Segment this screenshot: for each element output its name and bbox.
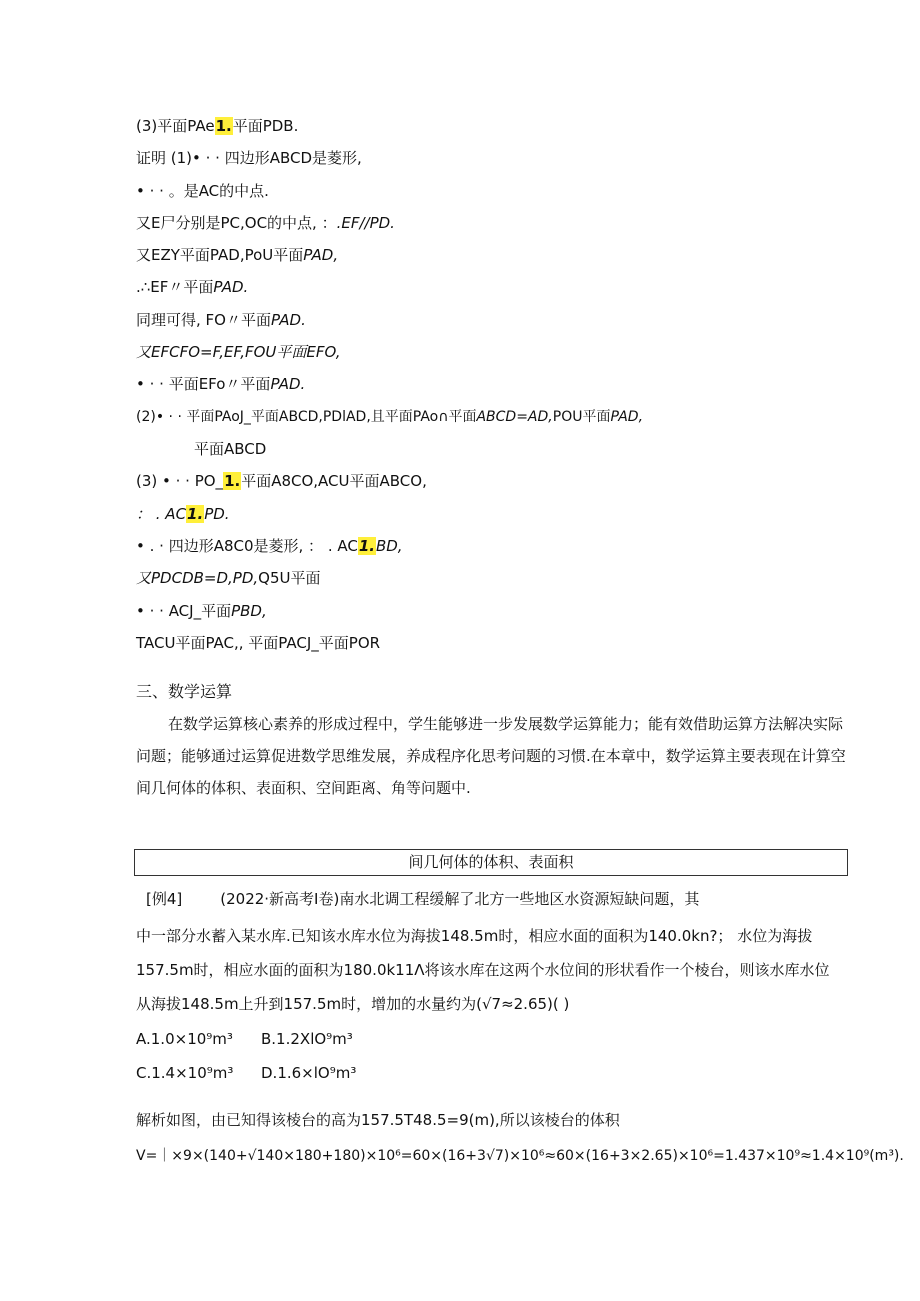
highlight-mark: 1. xyxy=(358,537,375,555)
text: PAD. xyxy=(213,278,249,296)
options-row-1 xyxy=(136,1029,353,1049)
proof-line-9 xyxy=(136,374,305,394)
proof-line-5 xyxy=(136,245,338,265)
text: PAD, xyxy=(610,409,644,425)
section-heading: 三、数学运算 xyxy=(136,682,233,701)
proof-line-13 xyxy=(136,504,230,524)
text: BD, xyxy=(375,537,403,555)
proof-line-12 xyxy=(136,471,427,491)
proof-line-7 xyxy=(136,310,306,330)
example-header xyxy=(146,889,699,909)
text: 平面A8CO,ACU平面ABCO, xyxy=(241,472,427,490)
proof-line-11: 平面ABCD xyxy=(194,440,267,458)
text: .∴EF〃平面 xyxy=(136,278,214,296)
analysis-line-1: 解析如图，由已知得该棱台的高为157.5T48.5=9(m),所以该棱台的体积 xyxy=(136,1111,620,1129)
proof-line-4 xyxy=(136,213,395,233)
text: 平面PDB. xyxy=(232,117,299,135)
text: 又PDCDB=D,PD, xyxy=(136,569,259,587)
option-d: D.1.6×lO⁹m³ xyxy=(261,1064,357,1082)
text: 在数学运算核心素养的形成过程中，学生能够进一步发展数学运算能力；能有效借助运算方法解决实际问题；能够通过运算促进数学思维发展，养成程序化思考问题的习惯.在本章中，数学运算主要表现在计算空间几何体的体积、表面积、空间距离、角等问题中. xyxy=(136,715,846,797)
example-label: [例4] xyxy=(146,890,183,908)
text: 南水北调工程缓解了北方一些地区水资源短缺问题，其 xyxy=(339,890,700,908)
text: ： . AC xyxy=(136,505,187,523)
option-c: C.1.4×10⁹m³ xyxy=(136,1064,234,1082)
options-row-2 xyxy=(136,1063,356,1083)
text: PAD. xyxy=(270,375,306,393)
text: PBD, xyxy=(231,602,267,620)
highlight-mark: 1. xyxy=(215,117,232,135)
text: • . · 四边形A8C0是菱形, ： . AC xyxy=(136,537,358,555)
text: (3)平面PAe xyxy=(136,117,215,135)
text: PAD, xyxy=(303,246,339,264)
text: (3) • · · PO_ xyxy=(136,472,224,490)
proof-line-10 xyxy=(136,407,643,427)
analysis-line-2: V=｜×9×(140+√140×180+180)×10⁶=60×(16+3√7)×10⁶≈60×(16+3×2.65)×10⁶=1.437×10⁹≈1.4×10⁹(m³). xyxy=(136,1148,904,1164)
text: PAD. xyxy=(270,311,306,329)
text: Q5U平面 xyxy=(258,569,321,587)
text: (2)• · · 平面PAoJ_平面ABCD,PDlAD,且平面PAo∩平面 xyxy=(136,409,477,425)
highlight-mark: 1. xyxy=(187,505,204,523)
proof-line-6 xyxy=(136,277,248,297)
section-paragraph xyxy=(136,708,848,804)
text: 又EZY平面PAD,PoU平面 xyxy=(136,246,304,264)
highlight-mark: 1. xyxy=(224,472,241,490)
proof-line-2: 证明 (1)• · · 四边形ABCD是菱形, xyxy=(136,149,362,167)
text: • · · ACJ_平面 xyxy=(136,602,232,620)
text: PD. xyxy=(204,505,230,523)
proof-line-15 xyxy=(136,568,321,588)
text: .EF//PD. xyxy=(336,214,395,232)
example-line-3: 157.5m时，相应水面的面积为180.0k11Λ将该水库在这两个水位间的形状看作一个棱台，则该水库水位 xyxy=(136,961,830,979)
text: ABCD=AD, xyxy=(476,409,553,425)
text: 同理可得, FO〃平面 xyxy=(136,311,271,329)
text: • · · 平面EFo〃平面 xyxy=(136,375,271,393)
example-source: (2022·新高考Ⅰ卷) xyxy=(220,890,340,908)
proof-statement-3 xyxy=(136,116,298,136)
text: POU平面 xyxy=(552,409,611,425)
text: 又E尸分别是PC,OC的中点, ： xyxy=(136,214,337,232)
option-b: B.1.2XlO⁹m³ xyxy=(261,1030,353,1048)
topic-box-title: 间几何体的体积、表面积 xyxy=(134,849,848,876)
proof-line-3: • · · 。是AC的中点. xyxy=(136,182,269,200)
proof-line-8: 又EFCFO=F,EF,FOU平面EFO, xyxy=(136,343,341,361)
example-line-4: 从海拔148.5m上升到157.5m时，增加的水量约为(√7≈2.65)( ) xyxy=(136,995,570,1013)
proof-line-16 xyxy=(136,601,267,621)
proof-line-14 xyxy=(136,536,403,556)
proof-line-17: TACU平面PAC,, 平面PACJ_平面POR xyxy=(136,634,381,652)
option-a: A.1.0×10⁹m³ xyxy=(136,1030,233,1048)
example-line-2: 中一部分水蓄入某水库.已知该水库水位为海拔148.5m时，相应水面的面积为140.0kn?； 水位为海拔 xyxy=(136,927,813,945)
